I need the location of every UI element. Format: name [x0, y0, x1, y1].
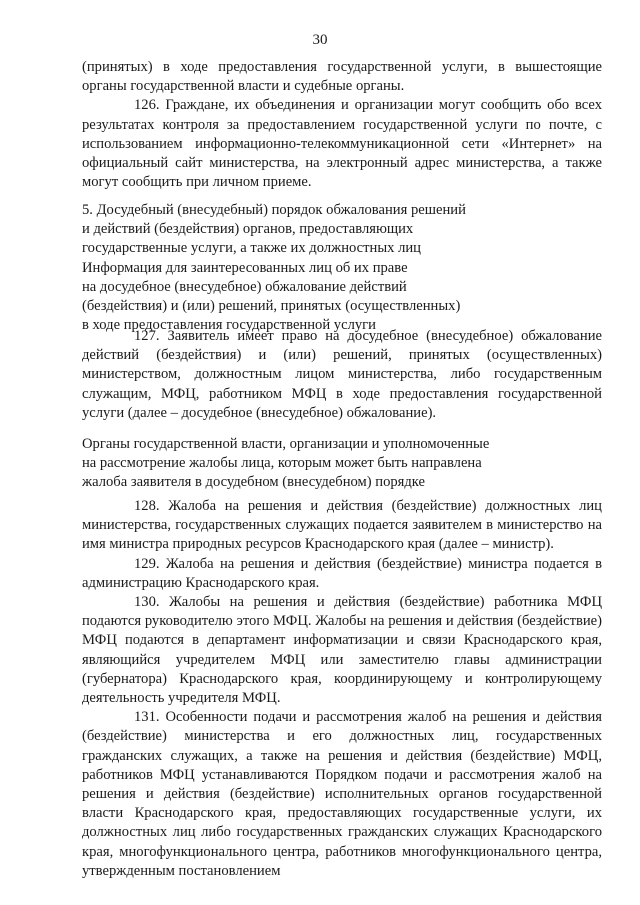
organs-heading [82, 435, 602, 493]
paragraph-127-block [82, 327, 602, 423]
paragraph-129: 129. Жалоба на решения и действия (бездействие) министра подается в администрацию Краснодарского края. [82, 555, 602, 591]
page-number: 30 [312, 32, 328, 48]
intro-block [82, 58, 602, 192]
heading-line: и действий (бездействия) органов, предоставляющих [82, 221, 414, 238]
heading-line: на досудебное (внесудебное) обжалование действий [82, 278, 407, 295]
heading-line: (бездействия) и (или) решений, принятых (осуществленных) [82, 298, 461, 315]
paragraph-126: 126. Граждане, их объединения и организации могут сообщить обо всех результатах контроля за предоставлением государственной услуги по почте, с использованием информационно-телекоммуникационной сети «Интернет» на официальный сайт министерства, на электронный адрес министерства, а также могут сообщить при личном приеме. [82, 97, 602, 191]
paragraph-127: 127. Заявитель имеет право на досудебное (внесудебное) обжалование действий (бездействия) и (или) решений, принятых (осуществленных) министерством, должностным лицом министерства, либо государственным служащим, МФЦ, работником МФЦ в ходе предоставления государственной услуги (далее – досудебное (внесудебное) обжалование). [82, 328, 602, 421]
heading-line: Органы государственной власти, организации и уполномоченные [82, 436, 490, 452]
complaints-block [82, 497, 602, 881]
heading-line: Информация для заинтересованных лиц об их праве [82, 259, 408, 276]
section-5-heading [82, 201, 602, 335]
heading-line: жалоба заявителя в досудебном (внесудебном) порядке [82, 474, 426, 491]
heading-line: в ходе предоставления государственной услуги [82, 317, 376, 334]
paragraph-130: 130. Жалобы на решения и действия (бездействие) работника МФЦ подаются руководителю этого МФЦ. Жалобы на решения и действия (бездействие) МФЦ подаются в департамент информатизации и связи Краснодарского края, являющийся учредителем МФЦ или заместителю главы администрации (губернатора) Краснодарского края, координирующему и контролирующему деятельность учредителя МФЦ. [82, 594, 602, 707]
paragraph-continuation: (принятых) в ходе предоставления государственной услуги, в вышестоящие органы государственной власти и судебные органы. [82, 59, 602, 95]
heading-line: на рассмотрение жалобы лица, которым может быть направлена [82, 455, 482, 472]
paragraph-131: 131. Особенности подачи и рассмотрения жалоб на решения и действия (бездействие) министерства и его должностных лиц, государственных гражданских служащих, а также на решения и действия (бездействие) МФЦ, работников МФЦ устанавливаются Порядком подачи и рассмотрения жалоб на решения и действия (бездействие) исполнительных органов государственной власти Краснодарского края, предоставляющих государственные услуги, их должностных лиц либо государственных гражданских служащих Краснодарского края, многофункционального центра, работников многофункционального центра, утвержденным постановлением [82, 709, 602, 879]
paragraph-128: 128. Жалоба на решения и действия (бездействие) должностных лиц министерства, государственных служащих подается заявителем в министерство на имя министра природных ресурсов Краснодарского края (далее – министр). [82, 498, 602, 553]
heading-line: государственные услуги, а также их должностных лиц [82, 240, 421, 257]
heading-line: 5. Досудебный (внесудебный) порядок обжалования решений [82, 202, 466, 218]
